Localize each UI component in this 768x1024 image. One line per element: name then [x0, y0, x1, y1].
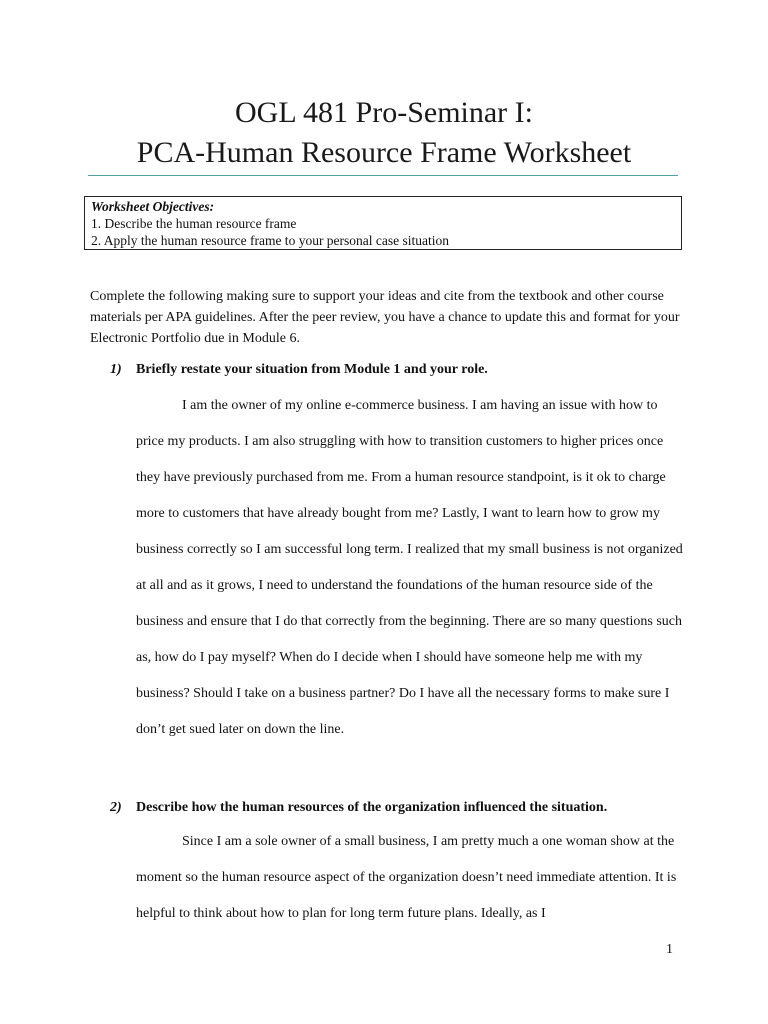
objectives-heading: Worksheet Objectives:: [91, 199, 215, 214]
question-1: [110, 360, 710, 380]
question-2: [110, 798, 710, 818]
page-number: 1: [666, 942, 673, 957]
question-text: Describe how the human resources of the organization influenced the situation.: [136, 800, 608, 815]
title-line-2: PCA-Human Resource Frame Worksheet: [136, 136, 632, 169]
objective-item: 1. Describe the human resource frame: [91, 216, 297, 231]
question-number: 2): [110, 800, 122, 815]
question-text: Briefly restate your situation from Module 1 and your role.: [136, 362, 488, 377]
question-number: 1): [110, 362, 122, 377]
answer-2: Since I am a sole owner of a small business, I am pretty much a one woman show at the moment so the human resource aspect of the organization doesn’t need immediate attention. It is helpful to think about how to plan for long term future plans. Ideally, as I: [136, 834, 677, 921]
answer-1: I am the owner of my online e-commerce business. I am having an issue with how to price my products. I am also struggling with how to transition customers to higher prices once they have previously purchased from me. From a human resource standpoint, is it ok to charge more to customers that have already bought from me? Lastly, I want to learn how to grow my business correctly so I am successful long term. I realized that my small business is not organized at all and as it grows, I need to understand the foundations of the human resource side of the business and ensure that I do that correctly from the beginning. There are so many questions such as, how do I pay myself? When do I decide when I should have someone help me with my business? Should I take on a business partner? Do I have all the necessary forms to make sure I don’t get sued later on down the line.: [136, 398, 683, 737]
intro-paragraph: Complete the following making sure to support your ideas and cite from the textbook and other course materials per APA guidelines. After the peer review, you have a chance to update this and format for your Electronic Portfolio due in Module 6.: [90, 289, 680, 346]
objectives-box: [84, 196, 682, 250]
objective-item: 2. Apply the human resource frame to your personal case situation: [91, 233, 450, 248]
title-line-1: OGL 481 Pro-Seminar I:: [234, 96, 533, 129]
title-divider: [88, 175, 678, 176]
